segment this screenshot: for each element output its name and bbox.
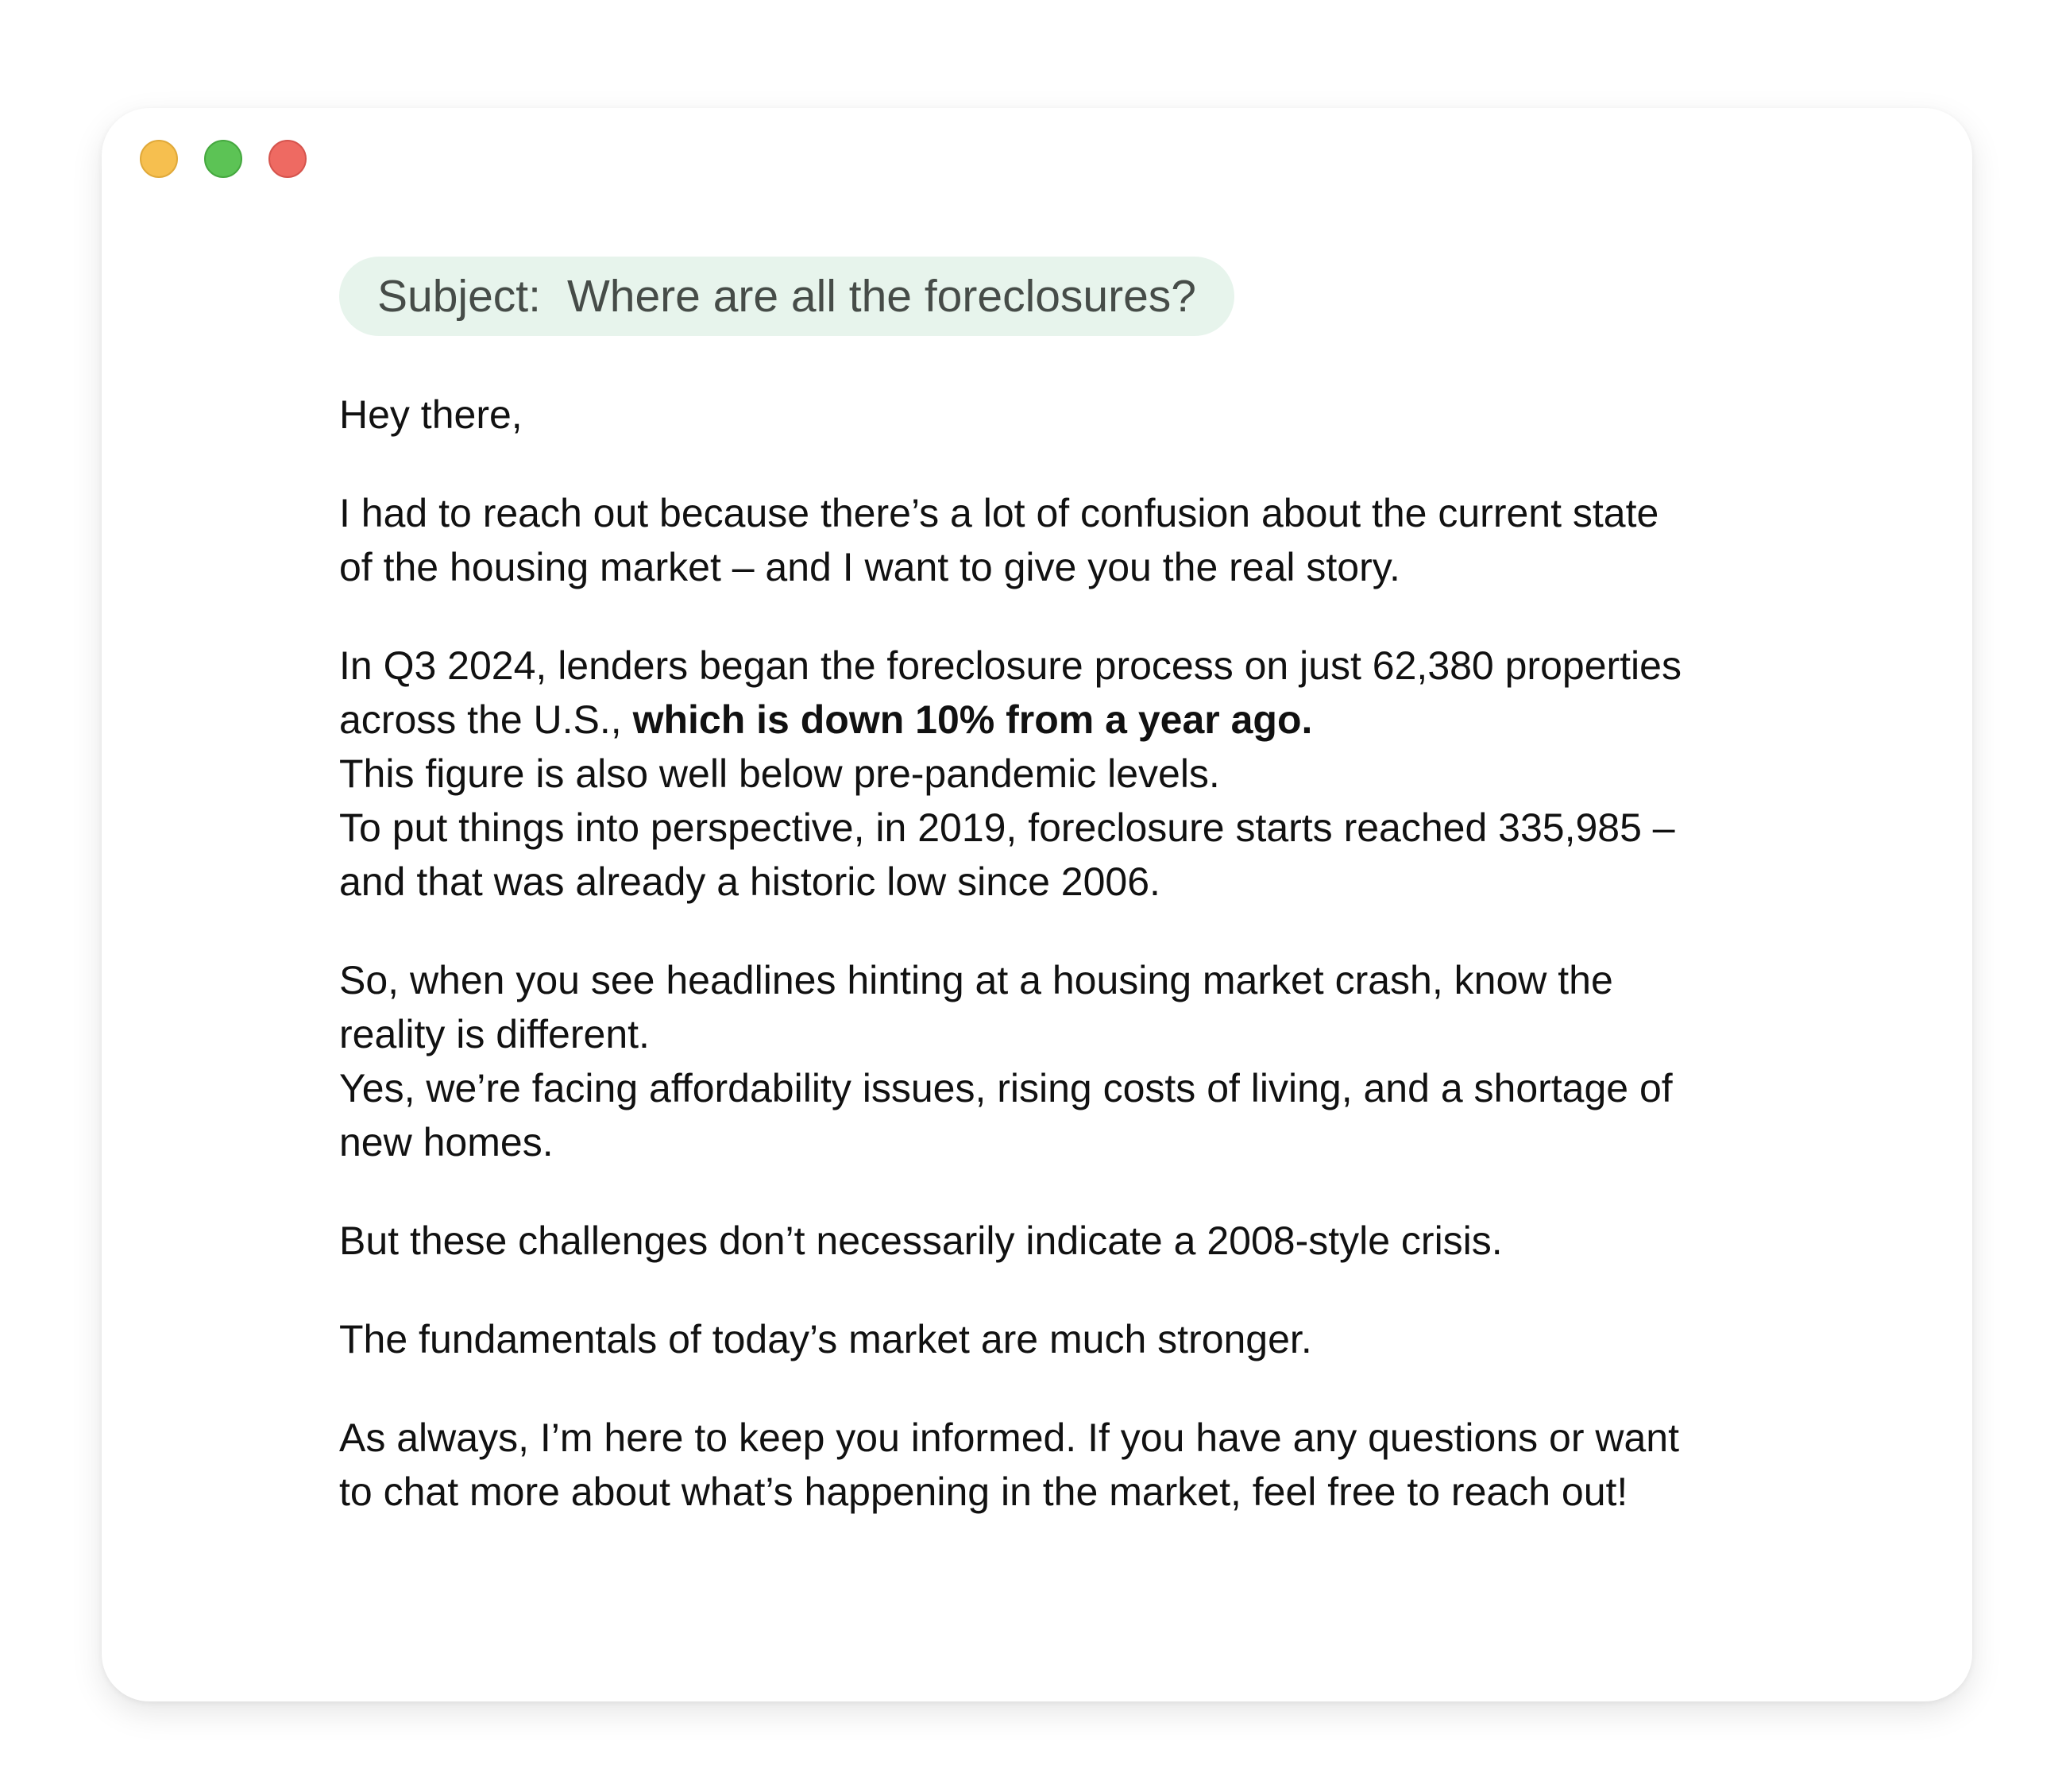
- paragraph-3-line-3: Yes, we’re facing affordability issues, rising costs of living, and a shortage of: [339, 1066, 1673, 1110]
- email-body: [339, 388, 1817, 1563]
- paragraph-3-line-2: reality is different.: [339, 1012, 650, 1056]
- paragraph-3-line-1: So, when you see headlines hinting at a housing market crash, know the: [339, 958, 1613, 1002]
- paragraph-2: [339, 639, 1817, 909]
- paragraph-3-line-4: new homes.: [339, 1120, 554, 1164]
- paragraph-2-line-2: [339, 693, 1817, 747]
- paragraph-2-line-1: In Q3 2024, lenders began the foreclosure process on just 62,380 properties: [339, 643, 1682, 688]
- subject-text: Where are all the foreclosures?: [566, 271, 1197, 322]
- paragraph-1: [339, 486, 1817, 594]
- paragraph-2-line-2-prefix: across the U.S.,: [339, 697, 633, 742]
- paragraph-3: [339, 953, 1817, 1169]
- paragraph-4-text: But these challenges don’t necessarily indicate a 2008-style crisis.: [339, 1218, 1503, 1263]
- paragraph-2-line-4: To put things into perspective, in 2019, foreclosure starts reached 335,985 –: [339, 805, 1675, 850]
- email-window: [102, 108, 1972, 1701]
- subject-label: Subject:: [377, 271, 541, 322]
- paragraph-2-line-5: and that was already a historic low since 2006.: [339, 859, 1160, 904]
- paragraph-6-line-1: As always, I’m here to keep you informed. If you have any questions or want: [339, 1415, 1679, 1460]
- paragraph-5-text: The fundamentals of today’s market are much stronger.: [339, 1317, 1312, 1361]
- greeting: [339, 388, 1817, 442]
- paragraph-1-line-1: I had to reach out because there’s a lot of confusion about the current state: [339, 491, 1659, 535]
- maximize-button[interactable]: [204, 140, 242, 178]
- greeting-text: Hey there,: [339, 392, 523, 437]
- paragraph-1-line-2: of the housing market – and I want to give you the real story.: [339, 545, 1400, 589]
- paragraph-4: [339, 1214, 1817, 1268]
- window-controls: [140, 140, 307, 178]
- paragraph-2-line-3: This figure is also well below pre-pandemic levels.: [339, 751, 1220, 796]
- subject-pill: [339, 257, 1234, 336]
- minimize-button[interactable]: [140, 140, 178, 178]
- paragraph-5: [339, 1312, 1817, 1366]
- paragraph-6-line-2: to chat more about what’s happening in the market, feel free to reach out!: [339, 1470, 1628, 1514]
- close-button[interactable]: [268, 140, 307, 178]
- paragraph-2-bold-highlight: which is down 10% from a year ago.: [632, 697, 1313, 742]
- paragraph-6: [339, 1411, 1817, 1519]
